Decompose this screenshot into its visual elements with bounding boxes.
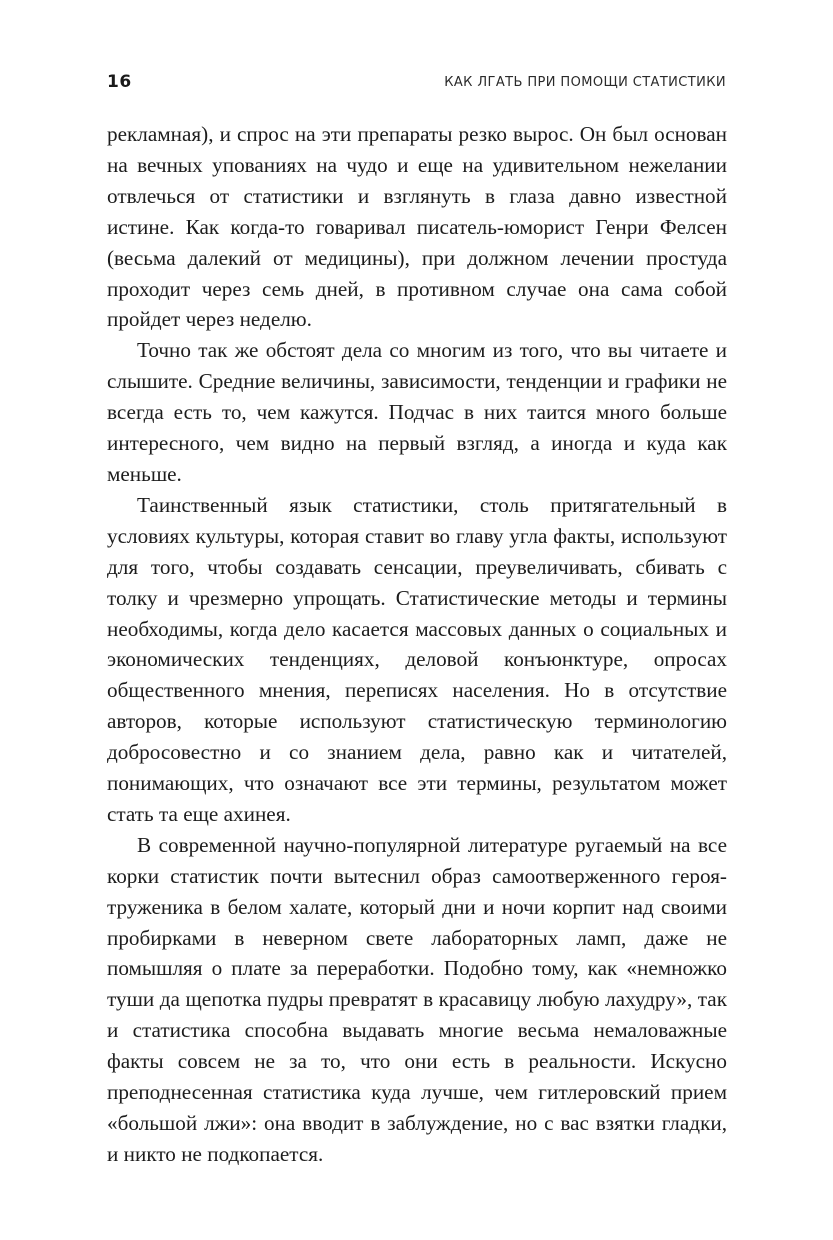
paragraph-4: В современной научно-популярной литературе ругаемый на все корки статистик почти вытеснил образ самоотверженного героя-труженика в белом халате, который дни и ночи корпит над своими пробирками в неверном свете лабораторных ламп, даже не помышляя о плате за переработки. Подобно тому, как «немножко туши да щепотка пудры превратят в красавицу любую лахудру», так и статистика способна выдавать многие весьма немаловажные факты совсем не за то, что они есть в реальности. Искусно преподнесенная статистика куда лучше, чем гитлеровский прием «большой лжи»: она вводит в заблуждение, но с вас взятки гладки, и никто не подкопается. xyxy=(107,832,727,1166)
body-text xyxy=(107,119,727,1170)
running-title: КАК ЛГАТЬ ПРИ ПОМОЩИ СТАТИСТИКИ xyxy=(444,75,726,90)
paragraph-3: Таинственный язык статистики, столь притягательный в условиях культуры, которая ставит во главу угла факты, используют для того, чтобы создавать сенсации, преувеличивать, сбивать с толку и чрезмерно упрощать. Статистические методы и термины необходимы, когда дело касается массовых данных о социальных и экономических тенденциях, деловой конъюнктуре, опросах общественного мнения, переписях населения. Но в отсутствие авторов, которые используют статистическую терминологию добросовестно и со знанием дела, равно как и читателей, понимающих, что означают все эти термины, результатом может стать та еще ахинея. xyxy=(107,492,727,826)
page-number: 16 xyxy=(107,72,132,92)
paragraph-1: рекламная), и спрос на эти препараты резко вырос. Он был основан на вечных упованиях на чудо и еще на удивительном нежелании отвлечься от статистики и взглянуть в глаза давно известной истине. Как когда-то говаривал писатель-юморист Генри Фелсен (весьма далекий от медицины), при должном лечении простуда проходит через семь дней, в противном случае она сама собой пройдет через неделю. xyxy=(107,122,727,332)
paragraph-2: Точно так же обстоят дела со многим из того, что вы читаете и слышите. Средние величины, зависимости, тенденции и графики не всегда есть то, чем кажутся. Подчас в них таится много больше интересного, чем видно на первый взгляд, а иногда и куда как меньше. xyxy=(107,338,727,486)
